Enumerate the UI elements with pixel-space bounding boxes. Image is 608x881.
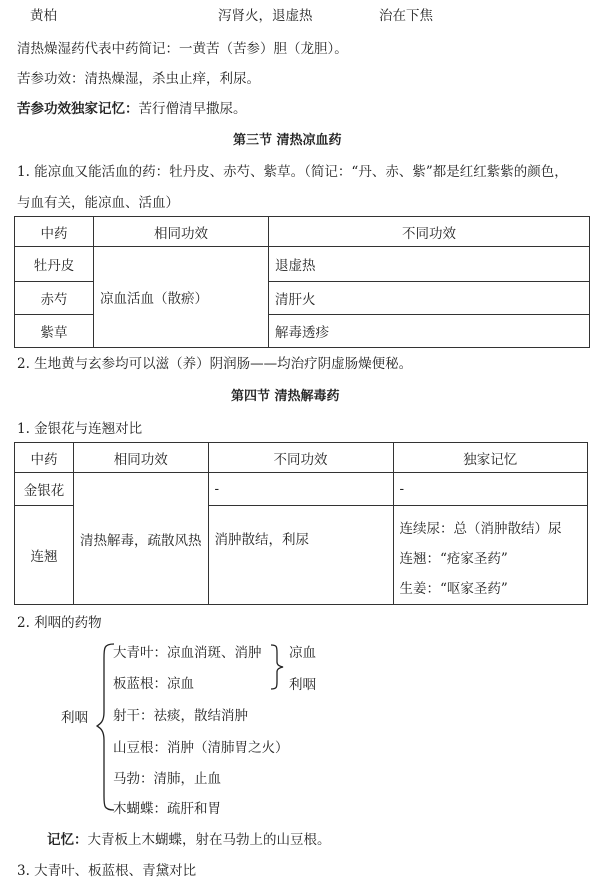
section4-p2: 2. 利咽的药物	[17, 615, 102, 631]
kushen-memory	[17, 97, 247, 117]
common-qingre-jiedu: 清热解毒，疏散风热	[74, 473, 209, 605]
diff-zicao: 解毒透疹	[269, 315, 590, 348]
diagram-item: 山豆根：消肿（清肺胃之火）	[113, 740, 289, 756]
group-label: 凉血	[289, 645, 316, 661]
section4-memory-text: 大青板上木蝴蝶，射在马勃上的山豆根。	[87, 832, 331, 848]
memory-line: 生姜：“呕家圣药”	[399, 581, 508, 597]
group-label: 利咽	[289, 677, 316, 693]
th4-common: 相同功效	[74, 443, 209, 473]
herb-zicao: 紫草	[15, 315, 94, 348]
kushen-memory-text: 苦行僧清早撒尿。	[138, 101, 247, 117]
section3-p2: 2. 生地黄与玄参均可以滋（养）阴润肠——均治疗阴虚肠燥便秘。	[17, 356, 413, 372]
top-row-function: 泻肾火，退虚热	[218, 8, 313, 24]
line-kushen: 苦参功效：清热燥湿，杀虫止痒，利尿。	[17, 71, 260, 87]
th4-herb: 中药	[15, 443, 74, 473]
diagram-item: 大青叶：凉血消斑、消肿	[113, 645, 262, 661]
section4-memory	[47, 828, 331, 848]
th4-diff: 不同功效	[208, 443, 393, 473]
section4-p1: 1. 金银花与连翘对比	[17, 421, 143, 437]
diff-lianqiao: 消肿散结，利尿	[208, 506, 393, 605]
diagram-root: 利咽	[61, 710, 88, 726]
right-brace	[269, 643, 285, 691]
section4-p3: 3. 大青叶、板蓝根、青黛对比	[17, 863, 197, 879]
herb-lianqiao: 连翘	[15, 506, 74, 605]
diff-jinyinhua: -	[208, 473, 393, 506]
common-effect: 凉血活血（散瘀）	[94, 247, 269, 348]
kushen-memory-label: 苦参功效独家记忆：	[17, 101, 139, 117]
diagram-item: 木蝴蝶：疏肝和胃	[113, 801, 221, 817]
section3-title: 第三节 清热凉血药	[233, 133, 342, 148]
line-qingre-zaoshi: 清热燥湿药代表中药简记：一黄苦（苦参）胆（龙胆）。	[17, 41, 348, 57]
memory-line: 连续尿：总（消肿散结）尿	[399, 521, 562, 537]
herb-mudanpi: 牡丹皮	[15, 247, 94, 282]
section3-p1-line2: 与血有关，能凉血、活血）	[17, 195, 179, 211]
diagram-item: 马勃：清肺，止血	[113, 771, 221, 787]
th-common: 相同功效	[94, 217, 269, 247]
section3-p1-line1: 1. 能凉血又能活血的药：牡丹皮、赤芍、紫草。（简记：“丹、赤、紫”都是红红紫紫的颜色，	[17, 164, 568, 180]
section4-memory-label: 记忆：	[47, 832, 88, 848]
table-jinyinhua-lianqiao	[14, 442, 588, 605]
section4-title: 第四节 清热解毒药	[231, 389, 340, 404]
th-herb: 中药	[15, 217, 94, 247]
herb-jinyinhua: 金银花	[15, 473, 74, 506]
th-diff: 不同功效	[269, 217, 590, 247]
memory-lianqiao	[393, 506, 588, 605]
herb-chishao: 赤芍	[15, 282, 94, 315]
diagram-item: 射干：祛痰，散结消肿	[113, 708, 248, 724]
table-liangxue	[14, 216, 590, 348]
top-row-herb: 黄柏	[30, 8, 57, 24]
top-row-note: 治在下焦	[379, 8, 433, 24]
diagram-item: 板蓝根：凉血	[113, 676, 194, 692]
th4-memory: 独家记忆	[393, 443, 588, 473]
diff-mudanpi: 退虚热	[269, 247, 590, 282]
memory-line: 连翘：“疮家圣药”	[399, 551, 508, 567]
diff-chishao: 清肝火	[269, 282, 590, 315]
memory-jinyinhua: -	[393, 473, 588, 506]
